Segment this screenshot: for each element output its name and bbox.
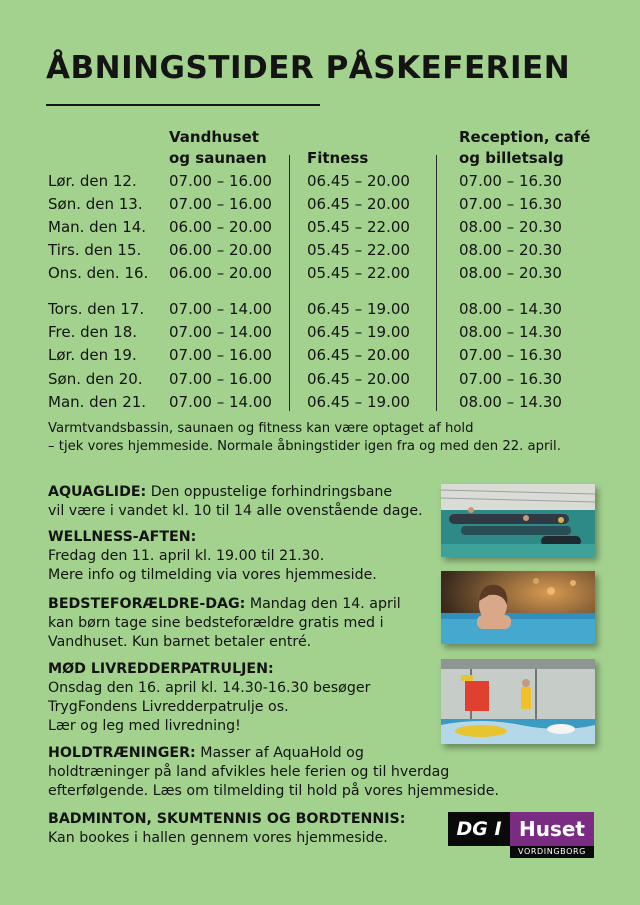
schedule-row — [0, 300, 640, 323]
vandhuset-cell: 06.00 – 20.00 — [169, 264, 272, 282]
schedule-row — [0, 323, 640, 346]
event-wellness — [48, 528, 377, 585]
reception-cell: 07.00 – 16.30 — [459, 195, 562, 213]
vandhuset-cell: 07.00 – 16.00 — [169, 370, 272, 388]
event-text: Masser af AquaHold og — [195, 745, 364, 761]
event-bedsteforaeldre — [48, 595, 401, 652]
schedule-row — [0, 172, 640, 195]
event-heading: BEDSTEFORÆLDRE-DAG: — [48, 596, 246, 612]
vandhuset-cell: 07.00 – 14.00 — [169, 393, 272, 411]
reception-cell: 08.00 – 14.30 — [459, 393, 562, 411]
header-reception — [459, 127, 590, 169]
fitness-cell: 06.45 – 20.00 — [307, 370, 410, 388]
wellness-photo — [441, 571, 595, 644]
reception-cell: 08.00 – 14.30 — [459, 323, 562, 341]
event-heading: HOLDTRÆNINGER: — [48, 745, 196, 761]
schedule-row — [0, 346, 640, 369]
schedule-row — [0, 370, 640, 393]
event-text: Vandhuset. Kun barnet betaler entré. — [48, 634, 312, 650]
event-badminton — [48, 810, 405, 848]
logo-location: VORDINGBORG — [510, 846, 594, 858]
schedule-row — [0, 393, 640, 416]
reception-cell: 08.00 – 20.30 — [459, 241, 562, 259]
event-text: Den oppustelige forhindringsbane — [146, 484, 393, 500]
event-heading: BADMINTON, SKUMTENNIS OG BORDTENNIS: — [48, 811, 406, 827]
reception-cell: 07.00 – 16.30 — [459, 370, 562, 388]
header-fitness: Fitness — [307, 149, 369, 167]
livredder-photo — [441, 659, 595, 744]
event-text: TrygFondens Livredderpatrulje os. — [48, 699, 289, 715]
note-line: Varmtvandsbassin, saunaen og fitness kan være optaget af hold — [48, 421, 474, 436]
schedule-row — [0, 264, 640, 287]
day-cell: Tors. den 17. — [48, 300, 145, 318]
schedule-row — [0, 218, 640, 241]
day-cell: Man. den 14. — [48, 218, 147, 236]
event-text: kan børn tage sine bedsteforældre gratis med i — [48, 615, 384, 631]
fitness-cell: 06.45 – 20.00 — [307, 346, 410, 364]
event-aquaglide — [48, 483, 423, 521]
logo-dgi-mark: DG I — [448, 812, 510, 846]
event-text: holdtræninger på land afvikles hele ferien og til hverdag — [48, 764, 450, 780]
day-cell: Lør. den 19. — [48, 346, 137, 364]
vandhuset-cell: 07.00 – 16.00 — [169, 346, 272, 364]
event-heading: WELLNESS-AFTEN: — [48, 529, 197, 545]
day-cell: Man. den 21. — [48, 393, 147, 411]
header-reception-line1: Reception, café — [459, 128, 591, 146]
fitness-cell: 05.45 – 22.00 — [307, 218, 410, 236]
schedule-row — [0, 195, 640, 218]
reception-cell: 08.00 – 20.30 — [459, 218, 562, 236]
vandhuset-cell: 07.00 – 16.00 — [169, 172, 272, 190]
event-text: Onsdag den 16. april kl. 14.30-16.30 besøger — [48, 680, 371, 696]
header-vandhuset-line1: Vandhuset — [169, 128, 259, 146]
schedule-row — [0, 241, 640, 264]
header-vandhuset — [169, 127, 267, 169]
event-text: vil være i vandet kl. 10 til 14 alle ovenstående dage. — [48, 503, 423, 519]
page-title: ÅBNINGSTIDER PÅSKEFERIEN — [46, 50, 571, 86]
vandhuset-cell: 07.00 – 16.00 — [169, 195, 272, 213]
vandhuset-cell: 06.00 – 20.00 — [169, 241, 272, 259]
vandhuset-cell: 07.00 – 14.00 — [169, 323, 272, 341]
logo-huset-mark: Huset — [510, 812, 594, 846]
title-underline — [46, 104, 320, 106]
fitness-cell: 06.45 – 19.00 — [307, 393, 410, 411]
reception-cell: 07.00 – 16.30 — [459, 172, 562, 190]
schedule-note — [48, 420, 608, 456]
event-holdtraeninger — [48, 744, 499, 801]
event-text: Mere info og tilmelding via vores hjemmeside. — [48, 567, 377, 583]
header-vandhuset-line2: og saunaen — [169, 149, 267, 167]
vandhuset-cell: 07.00 – 14.00 — [169, 300, 272, 318]
fitness-cell: 06.45 – 20.00 — [307, 195, 410, 213]
fitness-cell: 06.45 – 20.00 — [307, 172, 410, 190]
day-cell: Lør. den 12. — [48, 172, 137, 190]
note-line: – tjek vores hjemmeside. Normale åbningstider igen fra og med den 22. april. — [48, 439, 561, 454]
fitness-cell: 06.45 – 19.00 — [307, 300, 410, 318]
dgi-huset-logo — [448, 812, 594, 858]
event-heading: AQUAGLIDE: — [48, 484, 147, 500]
day-cell: Fre. den 18. — [48, 323, 138, 341]
vandhuset-cell: 06.00 – 20.00 — [169, 218, 272, 236]
fitness-cell: 05.45 – 22.00 — [307, 264, 410, 282]
event-text: Lær og leg med livredning! — [48, 718, 241, 734]
fitness-cell: 05.45 – 22.00 — [307, 241, 410, 259]
reception-cell: 08.00 – 20.30 — [459, 264, 562, 282]
reception-cell: 08.00 – 14.30 — [459, 300, 562, 318]
aquaglide-photo — [441, 484, 595, 557]
event-text: Fredag den 11. april kl. 19.00 til 21.30. — [48, 548, 325, 564]
day-cell: Søn. den 20. — [48, 370, 143, 388]
fitness-cell: 06.45 – 19.00 — [307, 323, 410, 341]
event-livredder — [48, 660, 370, 736]
day-cell: Ons. den. 16. — [48, 264, 149, 282]
event-text: Kan bookes i hallen gennem vores hjemmeside. — [48, 830, 388, 846]
event-text: Mandag den 14. april — [245, 596, 401, 612]
header-reception-line2: og billetsalg — [459, 149, 564, 167]
reception-cell: 07.00 – 16.30 — [459, 346, 562, 364]
event-text: efterfølgende. Læs om tilmelding til hold på vores hjemmeside. — [48, 783, 499, 799]
event-heading: MØD LIVREDDERPATRULJEN: — [48, 661, 274, 677]
day-cell: Tirs. den 15. — [48, 241, 142, 259]
day-cell: Søn. den 13. — [48, 195, 143, 213]
